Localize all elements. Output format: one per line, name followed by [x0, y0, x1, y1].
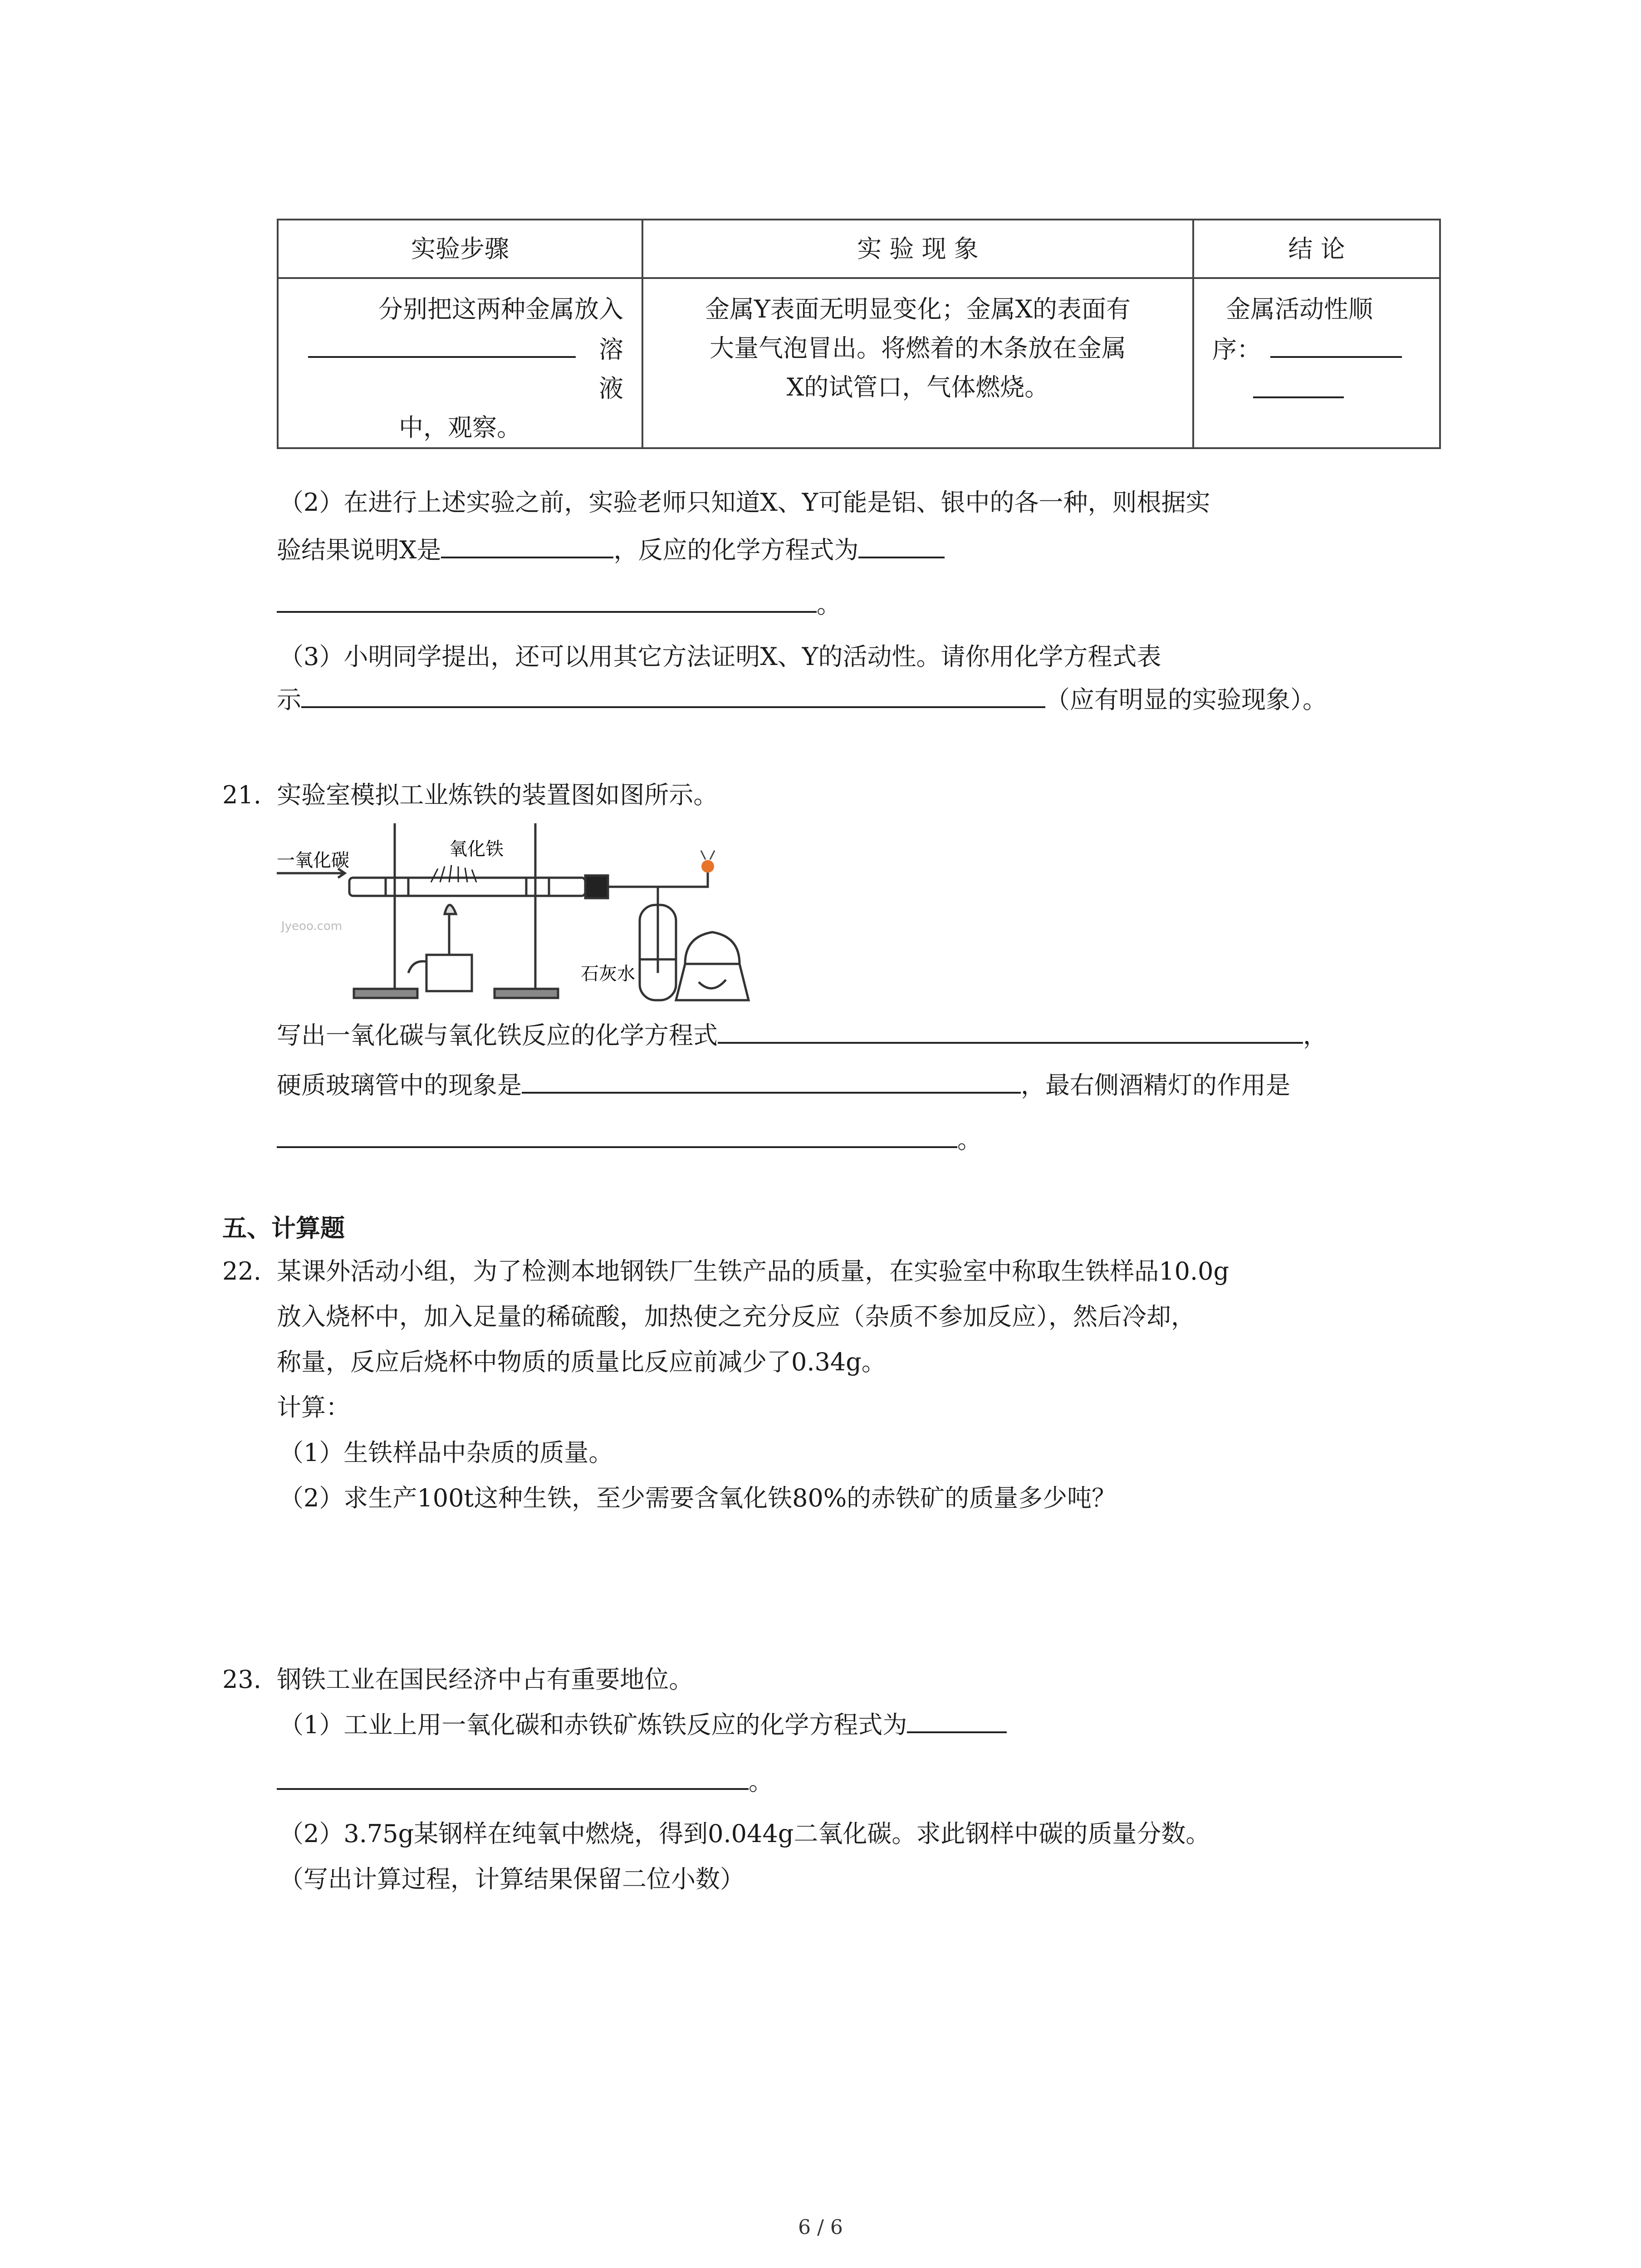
co-label: 一氧化碳 — [277, 850, 349, 871]
phenomenon-line3: X的试管口，气体燃烧。 — [786, 373, 1049, 401]
q22-line1-text: 某课外活动小组，为了检测本地钢铁厂生铁产品的质量，在实验室中称取生铁样品10.0g — [277, 1257, 1230, 1286]
q22-sub2: （2）求生产100t这种生铁，至少需要含氧化铁80%的赤铁矿的质量多少吨？ — [279, 1484, 1117, 1512]
q21-line3 — [277, 1118, 982, 1162]
limewater-label: 石灰水 — [581, 963, 635, 984]
q23-stem — [222, 1658, 693, 1701]
q20-part3-line1: （3）小明同学提出，还可以用其它方法证明X、Y的活动性。请你用化学方程式表 — [279, 642, 1161, 671]
cell-phenomenon — [642, 278, 1193, 448]
q20-part3-line2 — [277, 678, 1327, 722]
method-equation-blank[interactable] — [301, 679, 1045, 708]
q21-line1 — [277, 1014, 1327, 1057]
q21-line1-text: 写出一氧化碳与氧化铁反应的化学方程式 — [277, 1021, 718, 1050]
conclusion-line3 — [1212, 369, 1421, 410]
table-row — [278, 278, 1440, 448]
q22-line3: 称量，反应后烧杯中物质的质量比反应前减少了0.34g。 — [277, 1348, 886, 1376]
q23-sub2-line1: （2）3.75g某钢样在纯氧中燃烧，得到0.044g二氧化碳。求此钢样中碳的质量分数。 — [279, 1819, 1210, 1848]
smelting-equation-blank-b[interactable] — [277, 1761, 749, 1790]
q22-sub1: （1）生铁样品中杂质的质量。 — [279, 1438, 613, 1467]
q22-line2: 放入烧杯中，加入足量的稀硫酸，加热使之充分反应（杂质不参加反应），然后冷却， — [277, 1302, 1195, 1331]
q20-part2-text-a: 验结果说明X是 — [277, 536, 441, 564]
solution-blank[interactable] — [308, 329, 576, 358]
smelting-equation-blank-a[interactable] — [907, 1704, 1007, 1733]
equation-blank-b[interactable] — [277, 584, 817, 613]
q22-line1 — [222, 1250, 1229, 1293]
q23-number: 23. — [222, 1665, 261, 1694]
step-line1: 分别把这两种金属放入 — [378, 295, 623, 323]
q20-part3-text-b: （应有明显的实验现象）。 — [1045, 685, 1327, 714]
q22-number: 22. — [222, 1257, 261, 1286]
conclusion-blank-1[interactable] — [1270, 329, 1402, 358]
watermark-label: Jyeoo.com — [281, 919, 343, 933]
equation-blank-a[interactable] — [858, 529, 945, 558]
x-metal-blank[interactable] — [441, 529, 613, 558]
q21-stem-text: 实验室模拟工业炼铁的装置图如图所示。 — [277, 781, 718, 809]
section-five-title: 五、计算题 — [222, 1214, 345, 1242]
header-conclusion: 结 论 — [1193, 220, 1440, 278]
lamp-purpose-blank[interactable] — [277, 1119, 957, 1148]
conclusion-line2 — [1212, 329, 1421, 369]
q20-part2-line1: （2）在进行上述实验之前，实验老师只知道X、Y可能是铝、银中的各一种，则根据实 — [279, 488, 1210, 517]
conclusion-line1: 金属活动性顺 — [1226, 295, 1373, 323]
q21-line1-end: ， — [1303, 1021, 1327, 1050]
step-line2-suffix: 溶液 — [599, 335, 623, 403]
q21-line2 — [277, 1064, 1290, 1107]
header-steps: 实验步骤 — [278, 220, 642, 278]
q21-stem — [222, 773, 718, 817]
q20-part3-text-a: 示 — [277, 685, 301, 714]
q23-sub1-end: 。 — [749, 1767, 773, 1796]
co-fe2o3-equation-blank[interactable] — [718, 1015, 1303, 1044]
tube-phenomenon-blank[interactable] — [522, 1065, 1021, 1094]
q23-sub1-line2 — [277, 1760, 773, 1804]
experiment-table — [277, 219, 1441, 449]
q22-line4: 计算： — [277, 1393, 350, 1422]
q20-part2-text-b: ，反应的化学方程式为 — [613, 536, 859, 564]
q21-line2-text-a: 硬质玻璃管中的现象是 — [277, 1071, 522, 1100]
table-header-row — [278, 220, 1440, 278]
q23-sub1 — [279, 1703, 1007, 1747]
q20-part2-line3 — [277, 583, 841, 626]
q23-sub2-line2: （写出计算过程，计算结果保留二位小数） — [279, 1865, 745, 1893]
conclusion-line2-label: 序： — [1212, 335, 1261, 364]
step-line2 — [297, 329, 623, 408]
phenomenon-line1: 金属Y表面无明显变化；金属X的表面有 — [705, 295, 1131, 323]
phenomenon-line2: 大量气泡冒出。将燃着的木条放在金属 — [710, 334, 1126, 362]
conclusion-blank-2[interactable] — [1253, 369, 1344, 398]
q20-part2-line2 — [277, 528, 945, 572]
q21-line2-text-b: ，最右侧酒精灯的作用是 — [1021, 1071, 1290, 1100]
cell-steps — [278, 278, 642, 448]
q20-part2-end: 。 — [817, 590, 841, 619]
header-phenomenon: 实 验 现 象 — [642, 220, 1193, 278]
q21-line3-end: 。 — [957, 1125, 982, 1154]
q23-sub1-text: （1）工业上用一氧化碳和赤铁矿炼铁反应的化学方程式为 — [279, 1711, 907, 1739]
fe2o3-label: 氧化铁 — [449, 839, 504, 860]
step-line3: 中，观察。 — [399, 413, 521, 442]
iron-smelting-apparatus-figure — [277, 823, 794, 1005]
q21-number: 21. — [222, 781, 261, 809]
cell-conclusion — [1193, 278, 1440, 448]
q23-stem-text: 钢铁工业在国民经济中占有重要地位。 — [277, 1665, 694, 1694]
page-number: 6 / 6 — [798, 2216, 843, 2239]
